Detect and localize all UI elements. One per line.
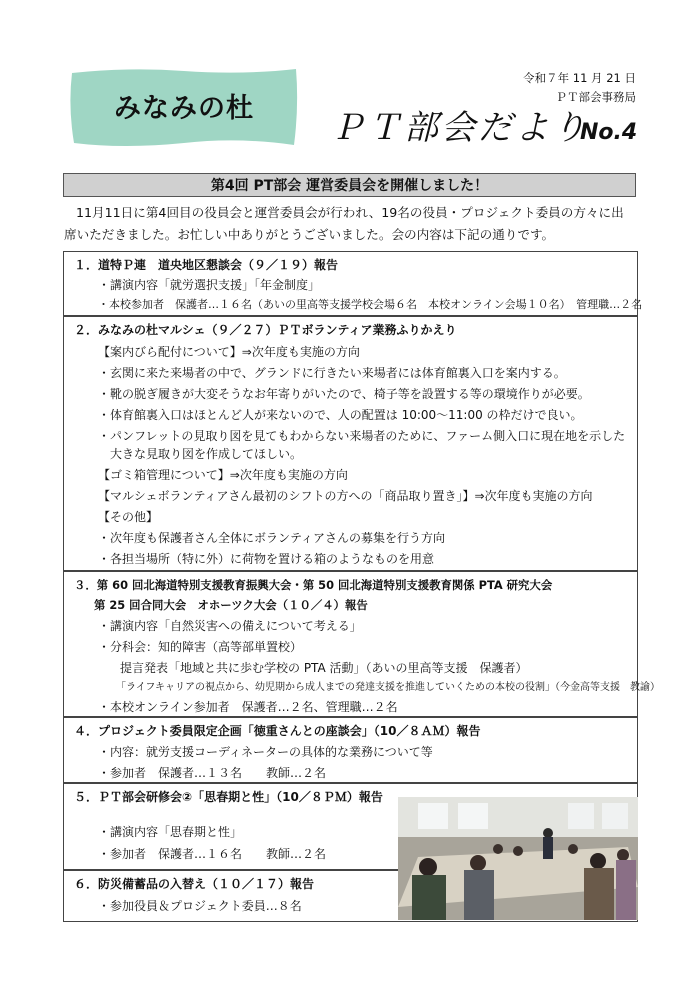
section-heading: １．道特Ｐ連 道央地区懇談会（９／１９）報告 xyxy=(74,258,339,272)
list-item: ・本校参加者 保護者…１６名（あいの里高等支援学校会場６名 本校オンライン会場１０名） 管理職…２名 xyxy=(98,298,643,311)
issue-number: No.4 xyxy=(580,120,638,145)
section-2 xyxy=(63,316,638,571)
section-1 xyxy=(63,251,643,316)
list-item: ・参加者 保護者…１６名 教師…２名 xyxy=(98,847,327,861)
list-item: ・講演内容「自然災害への備えについて考える」 xyxy=(98,619,362,633)
list-item: ・講演内容「思春期と性」 xyxy=(98,825,243,839)
list-item: 【案内びら配付について】⇒次年度も実施の方向 xyxy=(98,345,360,359)
list-item: ・玄関に来た来場者の中で、グランドに行きたい来場者には体育館裏入口を案内する。 xyxy=(98,366,566,380)
list-item: ・各担当場所（特に外）に荷物を置ける箱のようなものを用意 xyxy=(98,552,435,566)
intro-line: 11月11日に第4回目の役員会と運営委員会が行われ、19名の役員・プロジェクト委員の方々に出 xyxy=(76,205,624,220)
issue-date: 令和７年 11 月 21 日 xyxy=(523,71,636,85)
list-item: 大きな見取り図を作成してほしい。 xyxy=(110,447,303,461)
list-item: ・パンフレットの見取り図を見てもわからない来場者のために、ファーム側入口に現在地を示した xyxy=(98,429,626,443)
section-heading: ２．みなみの杜マルシェ（９／２７）ＰＴボランティア業務ふりかえり xyxy=(74,323,457,337)
list-item: 提言発表「地域と共に歩む学校の PTA 活動」（あいの里高等支援 保護者） xyxy=(120,661,528,675)
list-item: ・分科会：知的障害（高等部単置校） xyxy=(98,640,303,654)
list-item: ・参加役員＆プロジェクト委員…８名 xyxy=(98,899,302,913)
logo-text: みなみの杜 xyxy=(114,93,254,124)
list-item: ・体育館裏入口はほとんど人が来ないので、人の配置は 10:00～11:00 の枠だけで良い。 xyxy=(98,408,583,422)
section-heading: ５．ＰＴ部会研修会②「思春期と性」（10／８ＰＭ）報告 xyxy=(74,790,383,804)
publisher: ＰＴ部会事務局 xyxy=(555,90,636,104)
section-3 xyxy=(63,571,660,717)
intro-line: 席いただきました。お忙しい中ありがとうございました。会の内容は下記の通りです。 xyxy=(64,227,555,242)
list-item: 「ライフキャリアの視点から、幼児期から成人までの発達支援を推進していくための本校の役割」（今金高等支援 教諭） xyxy=(116,682,660,693)
meeting-photo xyxy=(398,797,638,920)
section-heading: ４．プロジェクト委員限定企画「徳重さんとの座談会」（10／８ＡＭ）報告 xyxy=(74,724,481,738)
list-item: 【マルシェボランティアさん最初のシフトの方への「商品取り置き」】⇒次年度も実施の方向 xyxy=(98,489,593,503)
headline-banner: 第4回 PT部会 運営委員会を開催しました！ xyxy=(63,173,636,197)
section-subheading: 第 25 回合同大会 オホーツク大会（１０／４）報告 xyxy=(94,598,368,612)
page-title: ＰＴ部会だより xyxy=(330,108,589,148)
section-heading: ３．第 60 回北海道特別支援教育振興大会・第 50 回北海道特別支援教育関係 PTA 研究大会 xyxy=(74,578,553,592)
list-item: ・参加者 保護者…１３名 教師…２名 xyxy=(98,766,327,780)
intro-paragraph xyxy=(64,202,639,246)
section-heading: ６．防災備蓄品の入替え（１０／１７）報告 xyxy=(74,877,315,891)
list-item: 【ゴミ箱管理について】⇒次年度も実施の方向 xyxy=(98,468,348,482)
list-item: ・靴の脱ぎ履きが大変そうなお年寄りがいたので、椅子等を設置する等の環境作りが必要。 xyxy=(98,387,590,401)
list-item: ・本校オンライン参加者 保護者…２名、管理職…２名 xyxy=(98,700,398,714)
list-item: ・講演内容「就労選択支援」「年金制度」 xyxy=(98,278,321,292)
list-item: 【その他】 xyxy=(98,510,159,524)
section-4 xyxy=(63,717,638,783)
list-item: ・次年度も保護者さん全体にボランティアさんの募集を行う方向 xyxy=(98,531,446,545)
list-item: ・内容：就労支援コーディネーターの具体的な業務について等 xyxy=(98,745,433,759)
